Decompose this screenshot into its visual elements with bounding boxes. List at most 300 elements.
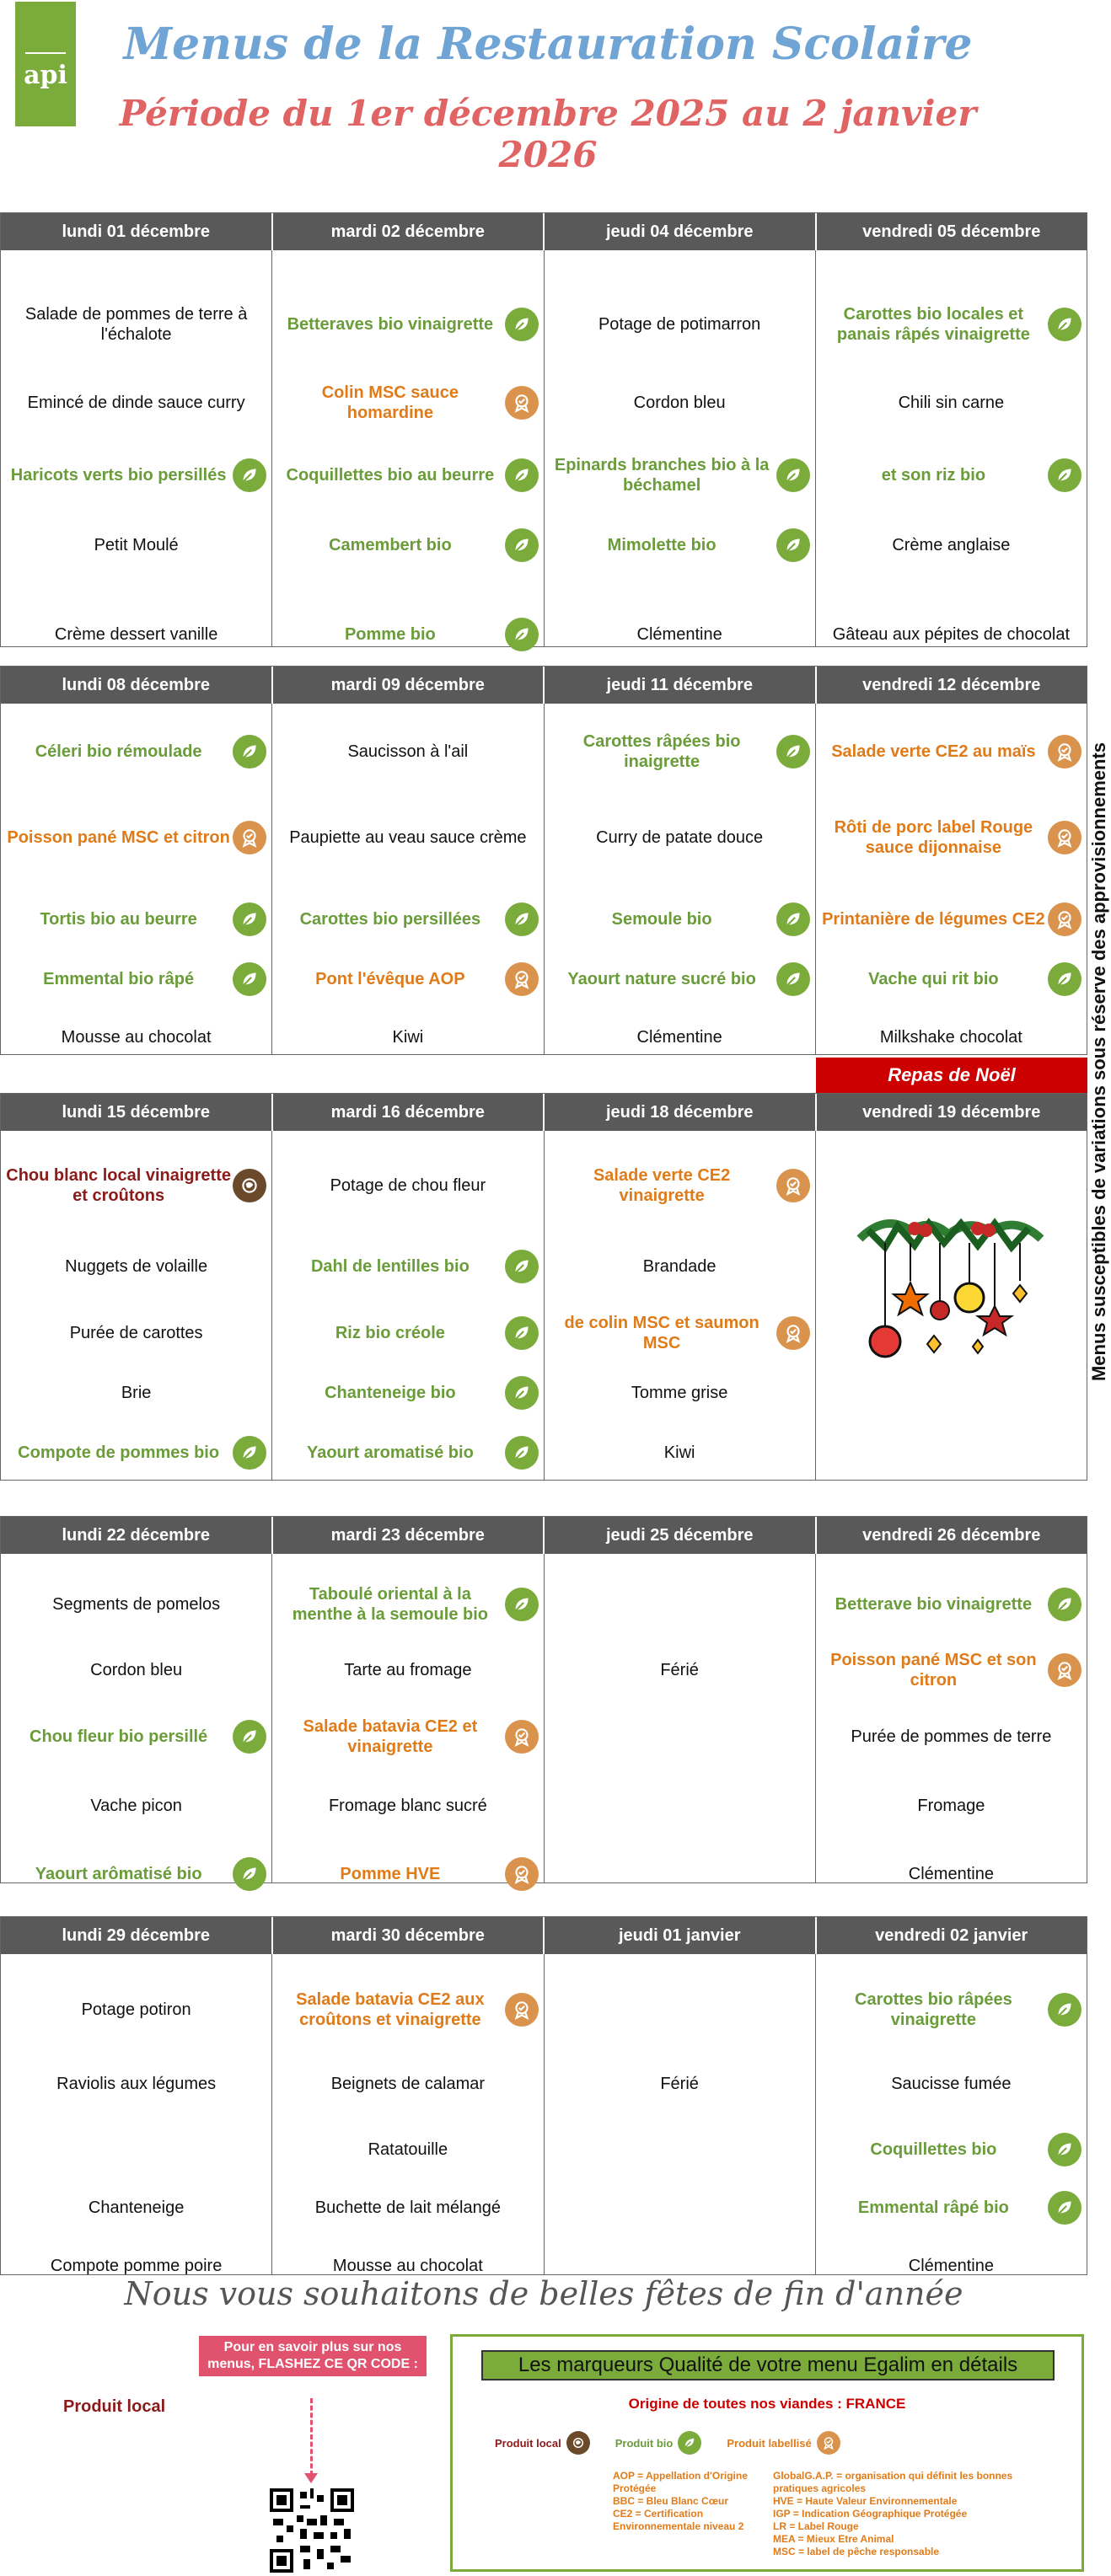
christmas-ornament-icon [851, 1205, 1045, 1382]
menu-item [1, 1986, 271, 2033]
menu-item-label: Petit Moulé [94, 536, 179, 554]
menu-item [272, 956, 543, 1003]
menu-item [272, 1782, 543, 1829]
day-header: jeudi 18 décembre [545, 1094, 817, 1131]
legend-key-bio-label: Produit bio [615, 2436, 674, 2450]
leaf-icon [776, 528, 810, 562]
day-column [1, 1954, 272, 2274]
menu-item-label: Salade batavia CE2 aux croûtons et vinaigrette [296, 1990, 485, 2029]
menu-item-label: Saucisse fumée [891, 2075, 1012, 2093]
medal-icon [505, 1720, 539, 1754]
menu-item-label: Haricots verts bio persillés [10, 466, 227, 485]
menu-item [545, 896, 815, 943]
menu-item [545, 728, 815, 775]
leaf-icon [505, 528, 539, 562]
menu-item [545, 452, 815, 499]
legend-origin: Origine de toutes nos viandes : FRANCE [628, 2396, 906, 2412]
menu-item [545, 1850, 815, 1898]
menu-item [1, 1782, 271, 1829]
menu-item-label: Camembert bio [329, 536, 452, 554]
menu-item-label: Pomme bio [344, 625, 436, 644]
menu-item-label: Kiwi [663, 1443, 695, 1462]
menu-item-label: Emmental râpé bio [857, 2198, 1009, 2217]
leaf-icon [678, 2431, 701, 2455]
menu-item [545, 379, 815, 426]
menu-item-label: Tomme grise [631, 1384, 728, 1402]
menu-item [545, 814, 815, 861]
menu-item-label: Potage de chou fleur [330, 1176, 486, 1195]
menu-item-label: Purée de pommes de terre [851, 1727, 1052, 1746]
menu-item [545, 2184, 815, 2231]
menu-item-label: Chou fleur bio persillé [30, 1727, 208, 1746]
menu-item [272, 2184, 543, 2231]
menu-item-label: Ratatouille [368, 2140, 448, 2159]
menu-item [545, 1162, 815, 1209]
menu-item [272, 301, 543, 348]
legend-keys [495, 2431, 840, 2455]
menu-item-label: Férié [660, 2075, 699, 2093]
menu-item-label: Vache picon [90, 1797, 182, 1815]
day-header: vendredi 26 décembre [817, 1517, 1087, 1554]
legend-title: Les marqueurs Qualité de votre menu Egalim en détails [481, 2350, 1055, 2381]
menu-item-label: Crème anglaise [892, 536, 1011, 554]
menu-item-label: Poisson pané MSC et citron [7, 828, 230, 847]
menu-item [816, 452, 1087, 499]
menu-item [1, 522, 271, 569]
week-body [1, 704, 1087, 1054]
menu-item-label: Salade verte CE2 vinaigrette [593, 1166, 731, 1205]
leaf-icon [505, 902, 539, 936]
menu-item-label: Yaourt aromatisé bio [306, 1443, 474, 1462]
day-column [545, 704, 816, 1054]
menu-item-label: Vache qui rit bio [868, 970, 999, 988]
day-header: jeudi 01 janvier [545, 1917, 817, 1954]
leaf-icon [1048, 308, 1081, 341]
noel-banner: Repas de Noël [816, 1058, 1087, 1093]
leaf-icon [505, 618, 539, 651]
leaf-icon [776, 458, 810, 492]
menu-item-label: Epinards branches bio à la béchamel [554, 456, 770, 495]
qr-callout: Pour en savoir plus sur nos menus, FLASHEZ CE QR CODE : [199, 2336, 427, 2376]
menu-item-label: Mimolette bio [607, 536, 717, 554]
menu-item-label: Gâteau aux pépites de chocolat [832, 625, 1071, 644]
menu-item [272, 1647, 543, 1694]
qr-arrow [310, 2398, 313, 2476]
menu-item [545, 1369, 815, 1417]
day-column [545, 1554, 816, 1882]
menu-item [272, 1309, 543, 1357]
menu-item [545, 1782, 815, 1829]
menu-item-label: et son riz bio [881, 466, 986, 485]
menu-item [545, 1429, 815, 1476]
leaf-icon [776, 902, 810, 936]
leaf-icon [505, 1436, 539, 1470]
menu-item-label: Pont l'évêque AOP [315, 970, 465, 988]
menu-item [1, 611, 271, 658]
medal-icon [505, 962, 539, 996]
api-logo [15, 2, 76, 126]
day-column [545, 1131, 816, 1480]
local-icon [566, 2431, 590, 2455]
menu-item-label: Potage potiron [81, 2000, 191, 2019]
menu-item-label: Coquillettes bio [870, 2140, 997, 2159]
day-column [816, 1954, 1087, 2274]
leaf-icon [505, 1588, 539, 1621]
day-header: lundi 29 décembre [1, 1917, 273, 1954]
leaf-icon [233, 1857, 266, 1891]
menu-item-label: Paupiette au veau sauce crème [289, 828, 527, 847]
menu-item-label: Curry de patate douce [596, 828, 764, 847]
menu-item [545, 1581, 815, 1628]
menu-item [1, 728, 271, 775]
menu-item-label: Férié [660, 1661, 699, 1679]
menu-item [1, 452, 271, 499]
menu-item-label: Milkshake chocolat [879, 1028, 1022, 1047]
menu-item [545, 956, 815, 1003]
week-body [1, 1554, 1087, 1882]
week-body [1, 250, 1087, 646]
menu-item [1, 1014, 271, 1061]
menu-item [816, 2126, 1087, 2173]
menu-item [272, 1581, 543, 1628]
week-header-row [1, 213, 1087, 250]
menu-item [816, 1581, 1087, 1628]
menu-item-label: Betterave bio vinaigrette [835, 1595, 1033, 1614]
menu-item [545, 1014, 815, 1061]
menu-item [816, 956, 1087, 1003]
menu-item [545, 2126, 815, 2173]
menu-item-label: Clémentine [908, 1865, 994, 1883]
abbr-right-text: GlobalG.A.P. = organisation qui définit les bonnes pratiques agricoles HVE = Haute Valeur Environnementale IGP = Indication Géographique Protégée LR = Label Rouge MEA = Mieux Etre Animal MSC = label de pêche responsable [773, 2470, 1013, 2557]
day-column [816, 1554, 1087, 1882]
legend-abbr-right [773, 2470, 1051, 2558]
page-title: Menus de la Restauration Scolaire [123, 19, 973, 70]
menu-item-label: Colin MSC sauce homardine [321, 383, 459, 422]
menu-item [272, 452, 543, 499]
menu-item-label: Compote de pommes bio [18, 1443, 220, 1462]
menu-item-label: Fromage blanc sucré [328, 1797, 487, 1815]
menu-item [816, 1647, 1087, 1694]
menu-item-label: Fromage [917, 1797, 985, 1815]
menu-item-label: Crème dessert vanille [54, 625, 218, 644]
menu-item [816, 1850, 1087, 1898]
menu-item-label: Pomme HVE [340, 1865, 441, 1883]
day-column [1, 1554, 272, 1882]
menu-item [272, 1850, 543, 1898]
menu-item-label: Potage de potimarron [598, 315, 761, 334]
menu-item-label: Salade verte CE2 au maïs [831, 742, 1036, 761]
menu-item [1, 956, 271, 1003]
week-table [0, 1916, 1087, 2275]
menu-item [272, 1429, 543, 1476]
menu-item-label: de colin MSC et saumon MSC [564, 1314, 759, 1352]
menu-item [545, 611, 815, 658]
qr-arrow-head [304, 2473, 318, 2483]
menu-item [816, 2060, 1087, 2107]
medal-icon [233, 821, 266, 854]
menu-item [1, 1647, 271, 1694]
medal-icon [1048, 1653, 1081, 1687]
menu-item [1, 896, 271, 943]
leaf-icon [233, 902, 266, 936]
menu-item-label: Carottes bio persillées [299, 910, 481, 929]
leaf-icon [233, 735, 266, 769]
medal-icon [1048, 735, 1081, 769]
menu-item-label: Salade de pommes de terre à l'échalote [24, 305, 248, 344]
day-header: lundi 08 décembre [1, 667, 273, 704]
week-table [0, 666, 1087, 1055]
menu-item [1, 1162, 271, 1209]
day-column [272, 704, 544, 1054]
menu-item-label: Clémentine [636, 1028, 722, 1047]
week-header-row [1, 1094, 1087, 1131]
week-header-row [1, 1517, 1087, 1554]
menu-item [545, 1243, 815, 1290]
menu-item [272, 1986, 543, 2033]
menu-item [545, 1986, 815, 2033]
leaf-icon [505, 1316, 539, 1350]
menu-item-label: Brandade [642, 1257, 717, 1276]
menu-item [545, 1309, 815, 1357]
day-header: mardi 02 décembre [273, 213, 545, 250]
day-header: vendredi 05 décembre [817, 213, 1087, 250]
menu-item-label: Clémentine [636, 625, 722, 644]
leaf-icon [233, 1436, 266, 1470]
menu-item-label: Kiwi [392, 1028, 424, 1047]
menu-item-label: Chou blanc local vinaigrette et croûtons [6, 1166, 231, 1205]
menu-item-label: Carottes bio locales et panais râpés vinaigrette [836, 305, 1030, 344]
menu-item [272, 1713, 543, 1760]
menu-item-label: Emincé de dinde sauce curry [27, 394, 245, 412]
menu-item [545, 522, 815, 569]
menu-item-label: Brie [121, 1384, 152, 1402]
leaf-icon [1048, 458, 1081, 492]
menu-item [816, 896, 1087, 943]
menu-item [272, 728, 543, 775]
menu-item [1, 301, 271, 348]
week-header-row [1, 1917, 1087, 1954]
menu-item-label: Semoule bio [611, 910, 712, 929]
leaf-icon [505, 458, 539, 492]
menu-item [1, 1713, 271, 1760]
day-column [1, 704, 272, 1054]
day-column [1, 250, 272, 646]
menu-item-label: Yaourt arômatisé bio [35, 1865, 202, 1883]
day-column [1, 1131, 272, 1480]
menu-item [272, 1162, 543, 1209]
menu-item [272, 2126, 543, 2173]
day-column [816, 704, 1087, 1054]
leaf-icon [1048, 2191, 1081, 2225]
menu-item [816, 522, 1087, 569]
menu-item [272, 379, 543, 426]
week-table [0, 212, 1087, 647]
day-header: mardi 23 décembre [273, 1517, 545, 1554]
menu-item [816, 728, 1087, 775]
leaf-icon [1048, 2133, 1081, 2166]
day-header: lundi 22 décembre [1, 1517, 273, 1554]
menu-item-label: Cordon bleu [90, 1661, 183, 1679]
menu-item [545, 301, 815, 348]
week-table [0, 1516, 1087, 1883]
menu-item-label: Chanteneige bio [325, 1384, 456, 1402]
week-header-row [1, 667, 1087, 704]
legend-key-labelise [727, 2431, 840, 2455]
menu-item-label: Segments de pomelos [52, 1595, 221, 1614]
menu-item-label: Tortis bio au beurre [40, 910, 197, 929]
leaf-icon [1048, 1588, 1081, 1621]
legend-key-local [495, 2431, 590, 2455]
menu-item [816, 1782, 1087, 1829]
menu-item-label: Beignets de calamar [330, 2075, 486, 2093]
medal-icon [505, 386, 539, 420]
leaf-icon [505, 1376, 539, 1410]
day-header: lundi 01 décembre [1, 213, 273, 250]
day-header: jeudi 25 décembre [545, 1517, 817, 1554]
menu-item-label: Coquillettes bio au beurre [286, 466, 495, 485]
legend-abbr-left [613, 2470, 773, 2533]
menu-item-label: Yaourt nature sucré bio [567, 970, 756, 988]
menu-item [545, 1647, 815, 1694]
menu-item [816, 1014, 1087, 1061]
menu-item-label: Riz bio créole [335, 1324, 445, 1342]
menu-item-label: Salade batavia CE2 et vinaigrette [303, 1717, 478, 1756]
menu-item-label: Mousse au chocolat [332, 2257, 483, 2275]
leaf-icon [776, 735, 810, 769]
menu-item [1, 814, 271, 861]
abbr-left-text: AOP = Appellation d'Origine Protégée BBC = Bleu Blanc Cœur CE2 = Certification Environnementale niveau 2 [613, 2470, 748, 2532]
leaf-icon [233, 1720, 266, 1754]
day-column [816, 250, 1087, 646]
week-body [1, 1954, 1087, 2274]
side-note: Menus susceptibles de variations sous réserve des approvisionnements [1088, 742, 1109, 1382]
menu-item-label: Carottes râpées bio inaigrette [582, 732, 741, 771]
medal-icon [505, 1857, 539, 1891]
menu-item-label: Mousse au chocolat [61, 1028, 212, 1047]
menu-item [1, 1369, 271, 1417]
menu-item [1, 1850, 271, 1898]
menu-item-label: Nuggets de volaille [65, 1257, 208, 1276]
menu-item [272, 1369, 543, 1417]
menu-item-label: Betteraves bio vinaigrette [287, 315, 494, 334]
menu-item-label: Carottes bio râpées vinaigrette [855, 1990, 1012, 2029]
menu-item-label: Chanteneige [88, 2198, 185, 2217]
medal-icon [505, 1993, 539, 2027]
day-header: lundi 15 décembre [1, 1094, 273, 1131]
menu-item [816, 2184, 1087, 2231]
menu-item-label: Chili sin carne [898, 394, 1005, 412]
legend-panel [450, 2334, 1084, 2572]
day-header: jeudi 11 décembre [545, 667, 817, 704]
menu-item [816, 1986, 1087, 2033]
leaf-icon [233, 962, 266, 996]
menu-item [1, 1581, 271, 1628]
day-column [545, 250, 816, 646]
menu-item-label: Dahl de lentilles bio [310, 1257, 470, 1276]
leaf-icon [1048, 962, 1081, 996]
menu-item [272, 1243, 543, 1290]
legend-key-local-label: Produit local [495, 2436, 561, 2450]
medal-icon [1048, 821, 1081, 854]
holiday-wish: Nous vous souhaitons de belles fêtes de fin d'année [124, 2275, 963, 2312]
day-header: vendredi 12 décembre [817, 667, 1087, 704]
menu-item [1, 2060, 271, 2107]
qr-code-icon[interactable] [270, 2488, 354, 2573]
logo-text: api [15, 61, 76, 90]
medal-icon [1048, 902, 1081, 936]
menu-item [816, 379, 1087, 426]
menu-item [272, 611, 543, 658]
menu-item [1, 2184, 271, 2231]
day-header: mardi 30 décembre [273, 1917, 545, 1954]
menu-item-label: Clémentine [908, 2257, 994, 2275]
local-icon [233, 1169, 266, 1202]
menu-item-label: Poisson pané MSC et son citron [830, 1651, 1037, 1690]
menu-item-label: Buchette de lait mélangé [314, 2198, 501, 2217]
medal-icon [817, 2431, 840, 2455]
menu-item-label: Emmental bio râpé [43, 970, 195, 988]
menu-item-label: Purée de carottes [69, 1324, 203, 1342]
medal-icon [776, 1169, 810, 1202]
menu-item [816, 814, 1087, 861]
menu-item [272, 2060, 543, 2107]
menu-item [1, 2126, 271, 2173]
day-column [545, 1954, 816, 2274]
day-header: vendredi 19 décembre [817, 1094, 1087, 1131]
menu-item-label: Cordon bleu [633, 394, 726, 412]
page-subtitle: Période du 1er décembre 2025 au 2 janvier 2026 [119, 93, 977, 175]
legend-key-bio [615, 2431, 702, 2455]
day-header: mardi 09 décembre [273, 667, 545, 704]
day-header: vendredi 02 janvier [817, 1917, 1087, 1954]
day-header: mardi 16 décembre [273, 1094, 545, 1131]
menu-item [1, 1243, 271, 1290]
menu-item-label: Tarte au fromage [344, 1661, 472, 1679]
leaf-icon [776, 962, 810, 996]
menu-item [816, 611, 1087, 658]
medal-icon [776, 1316, 810, 1350]
menu-item [545, 1713, 815, 1760]
day-header: jeudi 04 décembre [545, 213, 817, 250]
menu-item-label: Céleri bio rémoulade [35, 742, 202, 761]
leaf-icon [505, 308, 539, 341]
legend-key-labelise-label: Produit labellisé [727, 2436, 812, 2450]
leaf-icon [1048, 1993, 1081, 2027]
produit-local-label: Produit local [63, 2397, 166, 2416]
menu-item-label: Rôti de porc label Rouge sauce dijonnaise [834, 818, 1033, 857]
menu-item-label: Taboulé oriental à la menthe à la semoule bio [292, 1585, 489, 1624]
menu-item [1, 1309, 271, 1357]
menu-item-label: Compote pomme poire [50, 2257, 223, 2275]
menu-item [1, 1429, 271, 1476]
day-column [272, 1131, 544, 1480]
menu-item [816, 301, 1087, 348]
leaf-icon [505, 1250, 539, 1283]
menu-item [272, 522, 543, 569]
menu-item [272, 1014, 543, 1061]
day-column [272, 250, 544, 646]
menu-item [816, 1713, 1087, 1760]
leaf-icon [233, 458, 266, 492]
menu-item-label: Saucisson à l'ail [347, 742, 469, 761]
day-column [272, 1954, 544, 2274]
menu-item [545, 2060, 815, 2107]
menu-item [272, 814, 543, 861]
menu-item [1, 379, 271, 426]
menu-item-label: Printanière de légumes CE2 [822, 910, 1045, 929]
menu-item-label: Raviolis aux légumes [56, 2075, 217, 2093]
day-column [272, 1554, 544, 1882]
